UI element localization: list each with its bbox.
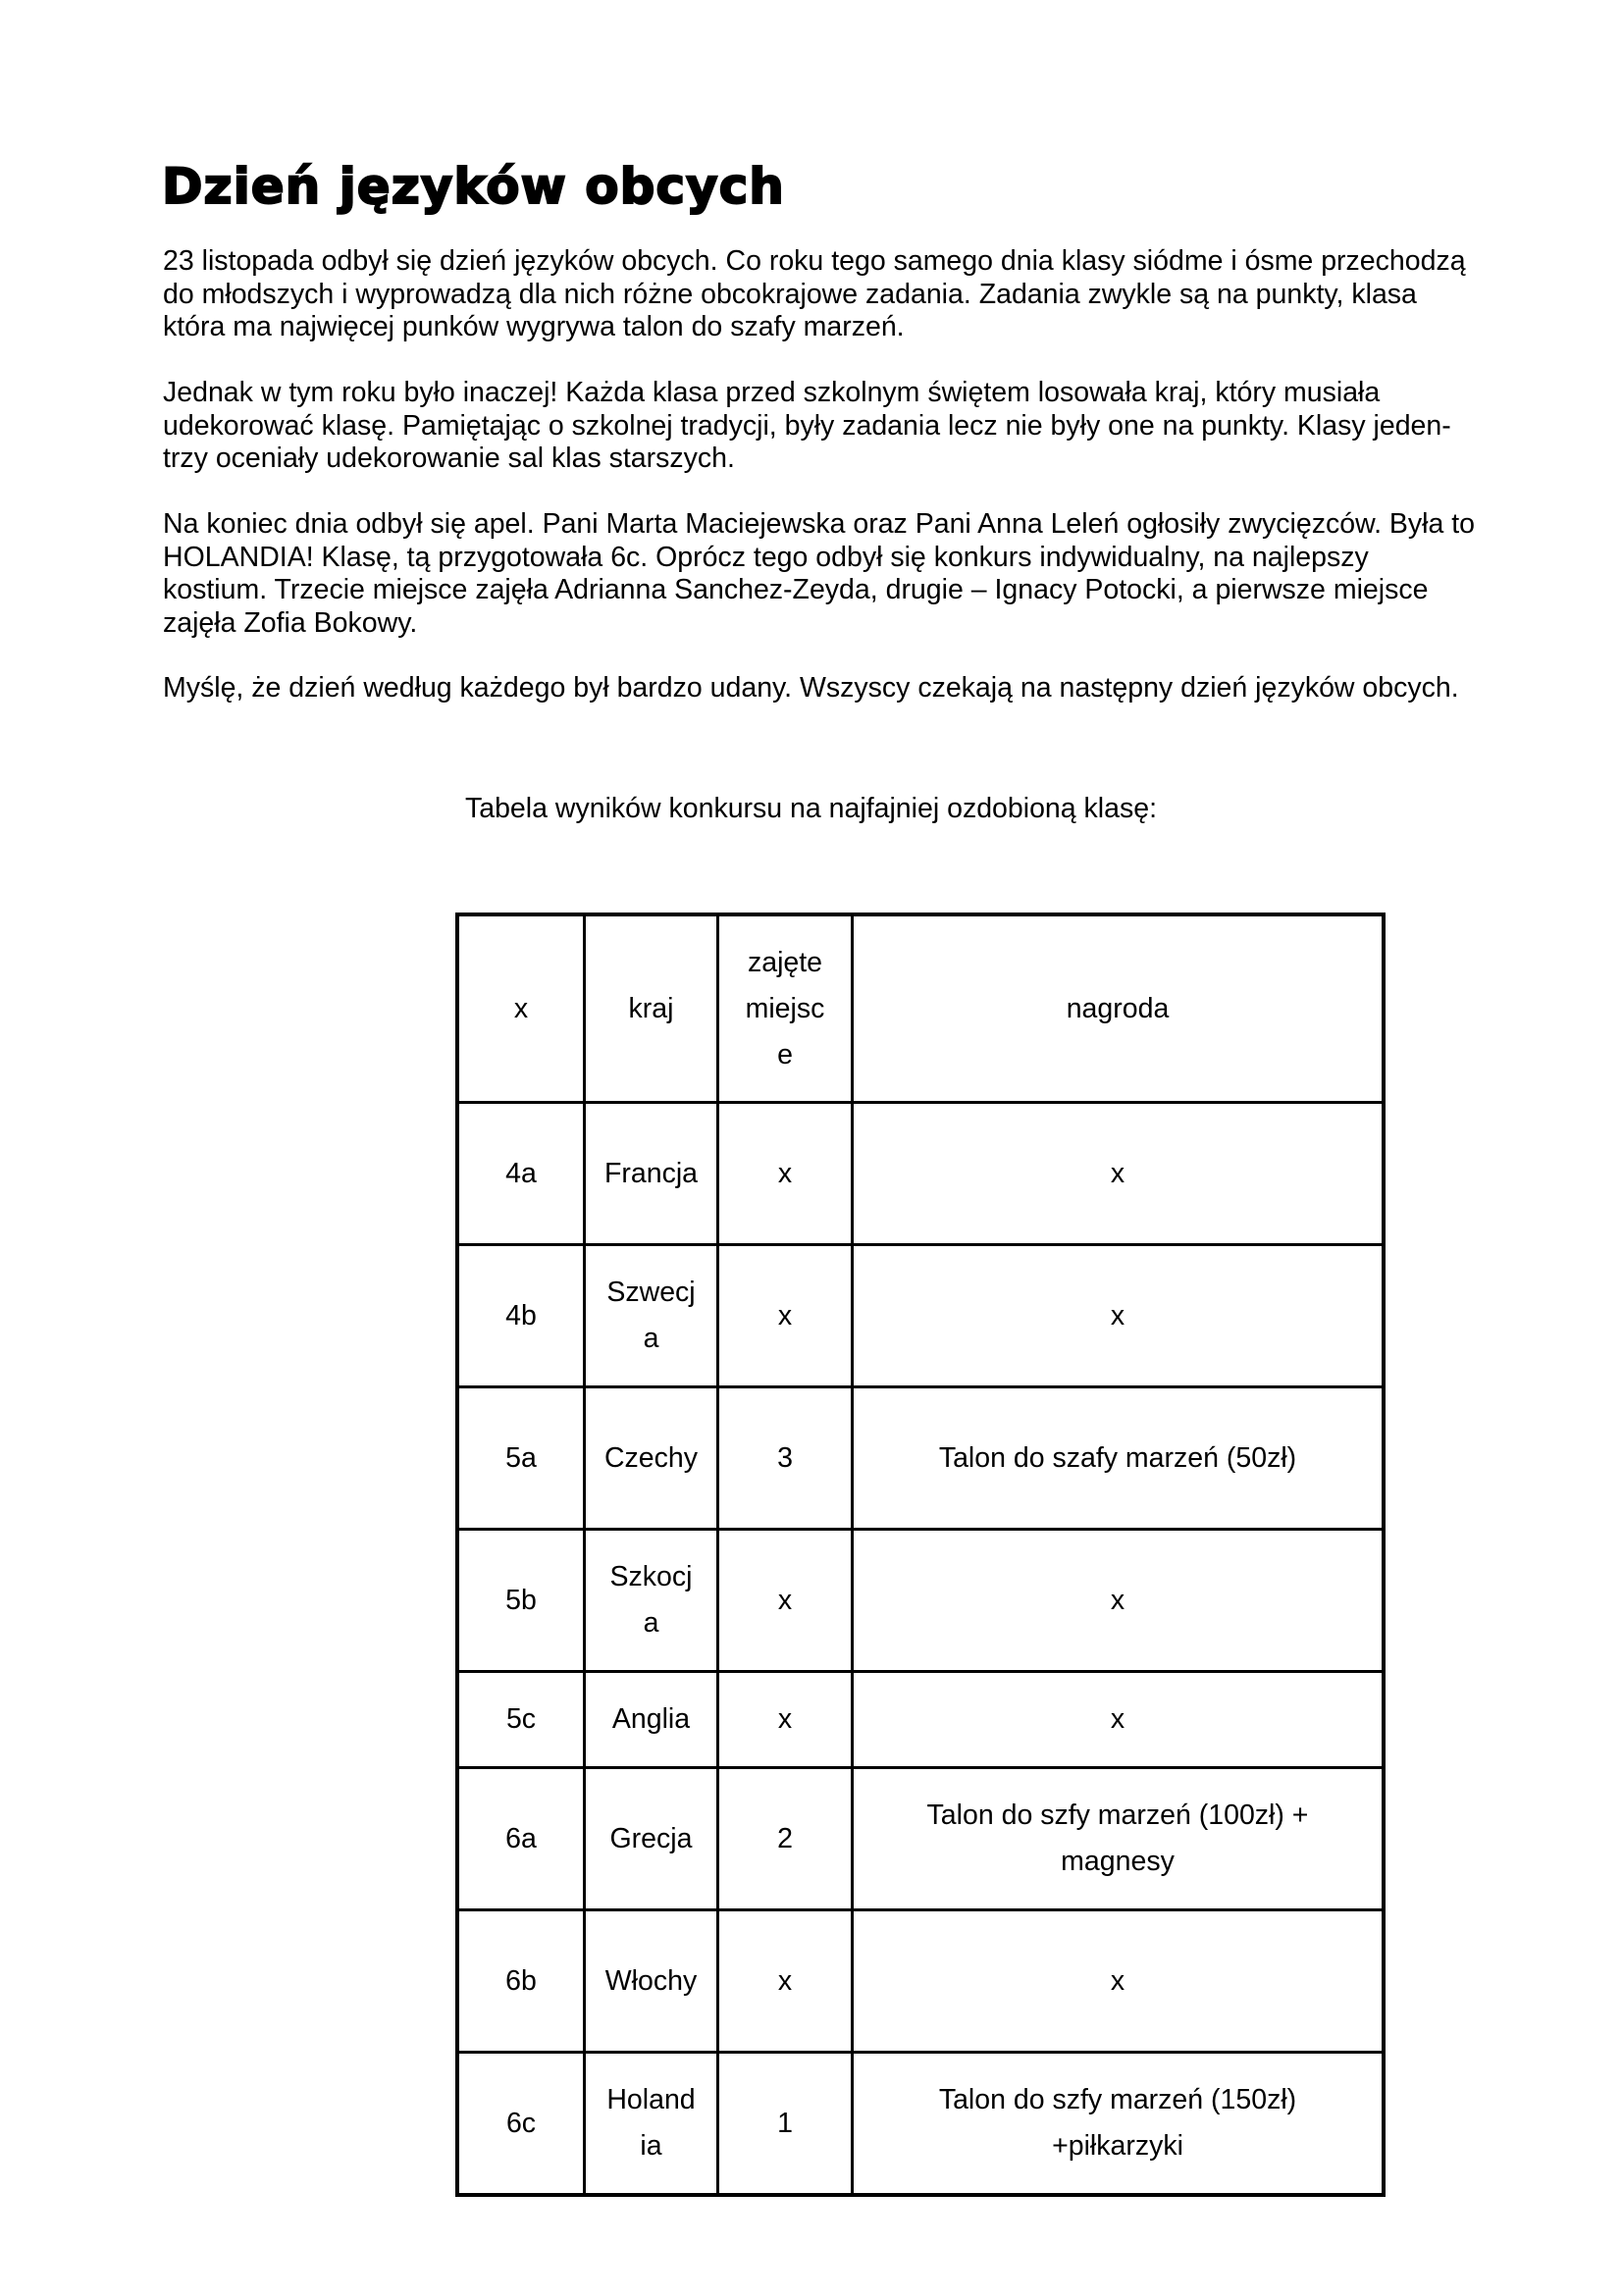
cell-country [585,2053,718,2196]
table-row [457,1768,1384,1910]
cell-prize-text: x [1110,1157,1125,1189]
cell-country-text: Holandia [606,2084,696,2162]
header-cell-class: x [457,914,585,1103]
cell-country [585,1768,718,1910]
table-row [457,2053,1384,2196]
cell-class: 6b [457,1910,585,2053]
cell-prize [853,1103,1385,1245]
cell-country [585,1387,718,1530]
results-table [455,913,1386,2197]
cell-country [585,1245,718,1387]
paragraph-intro: 23 listopada odbył się dzień języków obcych. Co roku tego samego dnia klasy siódme i ósme przechodzą do młodszych i wyprowadzą dla nich różne obcokrajowe zadania. Zadania zwykle są na punkty, klasa która ma najwięcej punków wygrywa talon do szafy marzeń. [163,245,1466,342]
cell-class: 5a [457,1387,585,1530]
cell-class: 4b [457,1245,585,1387]
cell-country-text: Szkocja [609,1561,693,1639]
cell-prize-text: x [1110,1584,1125,1616]
cell-place: 2 [718,1768,853,1910]
cell-place: x [718,1103,853,1245]
paragraph-results: Na koniec dnia odbył się apel. Pani Marta Maciejewska oraz Pani Anna Leleń ogłosiły zwycięzców. Była to HOLANDIA! Klasę, tą przygotowała 6c. Oprócz tego odbył się konkurs indywidualny, na najlepszy kostium. Trzecie miejsce zajęła Adrianna Sanchez-Zeyda, drugie – Ignacy Potocki, a pierwsze miejsce zajęła Zofia Bokowy. [163,508,1476,639]
cell-class: 6c [457,2053,585,2196]
cell-prize-text: Talon do szafy marzeń (50zł) [938,1441,1297,1474]
cell-place: x [718,1910,853,2053]
paragraph-conclusion: Myślę, że dzień według każdego był bardzo udany. Wszyscy czekają na następny dzień języków obcych. [163,672,1459,704]
header-cell-country [585,914,718,1103]
cell-place: x [718,1245,853,1387]
paragraph-this-year: Jednak w tym roku było inaczej! Każda klasa przed szkolnym świętem losowała kraj, który musiała udekorować klasę. Pamiętając o szkolnej tradycji, były zadania lecz nie były one na punkty. Klasy jeden-trzy oceniały udekorowanie sal klas starszych. [163,377,1451,474]
cell-country-text: Szwecja [606,1277,696,1354]
cell-country-text: Anglia [611,1703,691,1735]
header-place-text: zajęte miejsce [745,946,825,1070]
header-country-text: kraj [628,992,674,1024]
header-cell-prize: nagroda [853,914,1385,1103]
cell-country [585,1910,718,2053]
cell-country-text: Francja [603,1157,699,1189]
cell-place: 3 [718,1387,853,1530]
cell-country [585,1530,718,1672]
cell-class: 5c [457,1672,585,1768]
cell-class: 5b [457,1530,585,1672]
cell-prize-text: Talon do szfy marzeń (100zł) + magnesy [926,1800,1309,1877]
table-row [457,1245,1384,1387]
cell-prize [853,1387,1385,1530]
cell-place: x [718,1672,853,1768]
cell-prize [853,1910,1385,2053]
cell-country-text: Włochy [604,1964,698,1997]
cell-prize-text: x [1110,1703,1125,1735]
cell-prize [853,1530,1385,1672]
table-row [457,1103,1384,1245]
cell-prize [853,1768,1385,1910]
cell-country [585,1103,718,1245]
table-row [457,1672,1384,1768]
header-cell-place [718,914,853,1103]
table-header-row [457,914,1384,1103]
cell-prize-text: x [1110,1299,1125,1331]
cell-class: 6a [457,1768,585,1910]
table-row [457,1910,1384,2053]
cell-class: 4a [457,1103,585,1245]
cell-country-text: Grecja [609,1822,693,1854]
article-title: Dzień języków obcych [162,158,785,215]
cell-prize [853,1245,1385,1387]
cell-country [585,1672,718,1768]
cell-prize-text: x [1110,1964,1125,1997]
table-row [457,1530,1384,1672]
table-caption: Tabela wyników konkursu na najfajniej ozdobioną klasę: [464,793,1157,824]
cell-place: x [718,1530,853,1672]
cell-prize [853,1672,1385,1768]
table-row [457,1387,1384,1530]
cell-prize-text: Talon do szfy marzeń (150zł) +piłkarzyki [938,2084,1297,2162]
cell-prize [853,2053,1385,2196]
cell-country-text: Czechy [603,1441,699,1474]
cell-place: 1 [718,2053,853,2196]
